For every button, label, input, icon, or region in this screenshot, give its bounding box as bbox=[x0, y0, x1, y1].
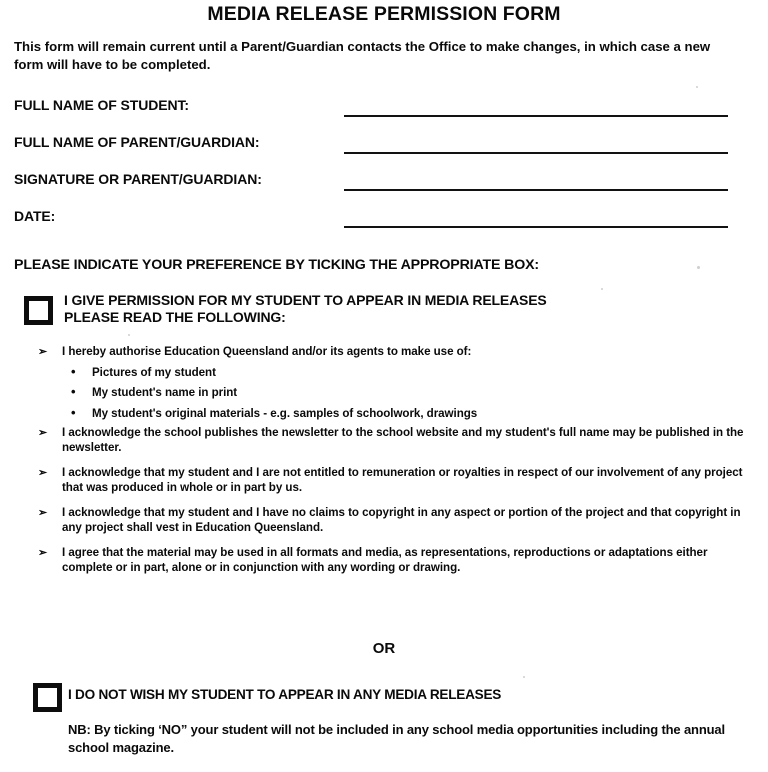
scan-speckle bbox=[523, 676, 525, 678]
term-item-5 bbox=[0, 546, 768, 575]
checkbox-decline-permission[interactable] bbox=[33, 683, 62, 712]
term-item-1-sub-2-text: My student's name in print bbox=[92, 386, 238, 399]
term-item-2-text: I acknowledge the school publishes the newsletter to the school website and my student's full name may be published in the newsletter. bbox=[62, 426, 744, 454]
term-item-1-text: I hereby authorise Education Queensland and/or its agents to make use of: bbox=[62, 345, 472, 358]
scan-speckle bbox=[697, 266, 700, 269]
terms-list bbox=[0, 345, 768, 575]
intro-paragraph: This form will remain current until a Parent/Guardian contacts the Office to make changes, in which case a new form will have to be completed. bbox=[14, 39, 711, 72]
option-give-permission-line2: PLEASE READ THE FOLLOWING: bbox=[64, 309, 286, 325]
arrow-bullet-icon: ➢ bbox=[38, 346, 48, 358]
term-item-4 bbox=[0, 506, 768, 535]
term-item-1-sub-1-text: Pictures of my student bbox=[92, 365, 216, 379]
term-item-2 bbox=[0, 426, 768, 455]
field-row-student-name bbox=[0, 97, 768, 134]
field-label-parent-name: FULL NAME OF PARENT/GUARDIAN: bbox=[14, 134, 260, 150]
field-label-parent-signature: SIGNATURE OR PARENT/GUARDIAN: bbox=[14, 171, 262, 187]
term-item-3-text: I acknowledge that my student and I are not entitled to remuneration or royalties in respect of our involvement of any project that was produced in whole or in part by us. bbox=[62, 466, 743, 494]
term-item-1-sub-2 bbox=[62, 386, 750, 401]
term-item-1-sub-3 bbox=[62, 404, 750, 422]
signature-line-student-name[interactable] bbox=[344, 115, 728, 117]
signature-line-date[interactable] bbox=[344, 226, 728, 228]
term-item-1 bbox=[0, 345, 768, 421]
term-item-1-sublist bbox=[62, 363, 750, 422]
arrow-bullet-icon: ➢ bbox=[38, 547, 48, 559]
page-title: MEDIA RELEASE PERMISSION FORM bbox=[207, 3, 561, 25]
field-row-parent-signature bbox=[0, 171, 768, 208]
arrow-bullet-icon: ➢ bbox=[38, 467, 48, 479]
preference-instruction: PLEASE INDICATE YOUR PREFERENCE BY TICKING THE APPROPRIATE BOX: bbox=[14, 257, 540, 273]
arrow-bullet-icon: ➢ bbox=[38, 507, 48, 519]
field-row-date bbox=[0, 208, 768, 245]
checkbox-give-permission[interactable] bbox=[24, 296, 53, 325]
field-row-parent-name bbox=[0, 134, 768, 171]
term-item-1-sub-1 bbox=[62, 363, 750, 381]
option-give-permission-label bbox=[64, 292, 547, 326]
dot-bullet-icon: • bbox=[71, 384, 76, 399]
spacer bbox=[0, 455, 768, 466]
spacer bbox=[0, 535, 768, 546]
term-item-1-sub-3-text: My student's original materials - e.g. samples of schoolwork, drawings bbox=[92, 406, 478, 420]
scan-speckle bbox=[696, 86, 698, 88]
dot-bullet-icon: • bbox=[71, 404, 76, 420]
arrow-bullet-icon: ➢ bbox=[38, 427, 48, 439]
signature-line-parent-signature[interactable] bbox=[344, 189, 728, 191]
scan-speckle bbox=[601, 288, 603, 290]
scan-speckle bbox=[128, 334, 130, 336]
option-give-permission-line1: I GIVE PERMISSION FOR MY STUDENT TO APPEAR IN MEDIA RELEASES bbox=[64, 292, 547, 308]
or-divider: OR bbox=[372, 640, 396, 657]
field-label-student-name: FULL NAME OF STUDENT: bbox=[14, 97, 189, 113]
field-label-date: DATE: bbox=[14, 208, 56, 224]
option-decline-permission-label: I DO NOT WISH MY STUDENT TO APPEAR IN ANY MEDIA RELEASES bbox=[68, 687, 502, 702]
form-fields bbox=[0, 97, 768, 245]
term-item-5-text: I agree that the material may be used in all formats and media, as representations, reproductions or adaptations either complete or in part, alone or in conjunction with any wording or drawing. bbox=[62, 546, 708, 574]
dot-bullet-icon: • bbox=[71, 363, 76, 379]
term-item-3 bbox=[0, 466, 768, 495]
term-item-4-text: I acknowledge that my student and I have no claims to copyright in any aspect or portion of the project and that copyright in any project shall vest in Education Queensland. bbox=[62, 506, 741, 534]
signature-line-parent-name[interactable] bbox=[344, 152, 728, 154]
spacer bbox=[0, 495, 768, 506]
nb-note: NB: By ticking ‘NO” your student will not be included in any school media opportunities including the annual school magazine. bbox=[68, 722, 725, 755]
